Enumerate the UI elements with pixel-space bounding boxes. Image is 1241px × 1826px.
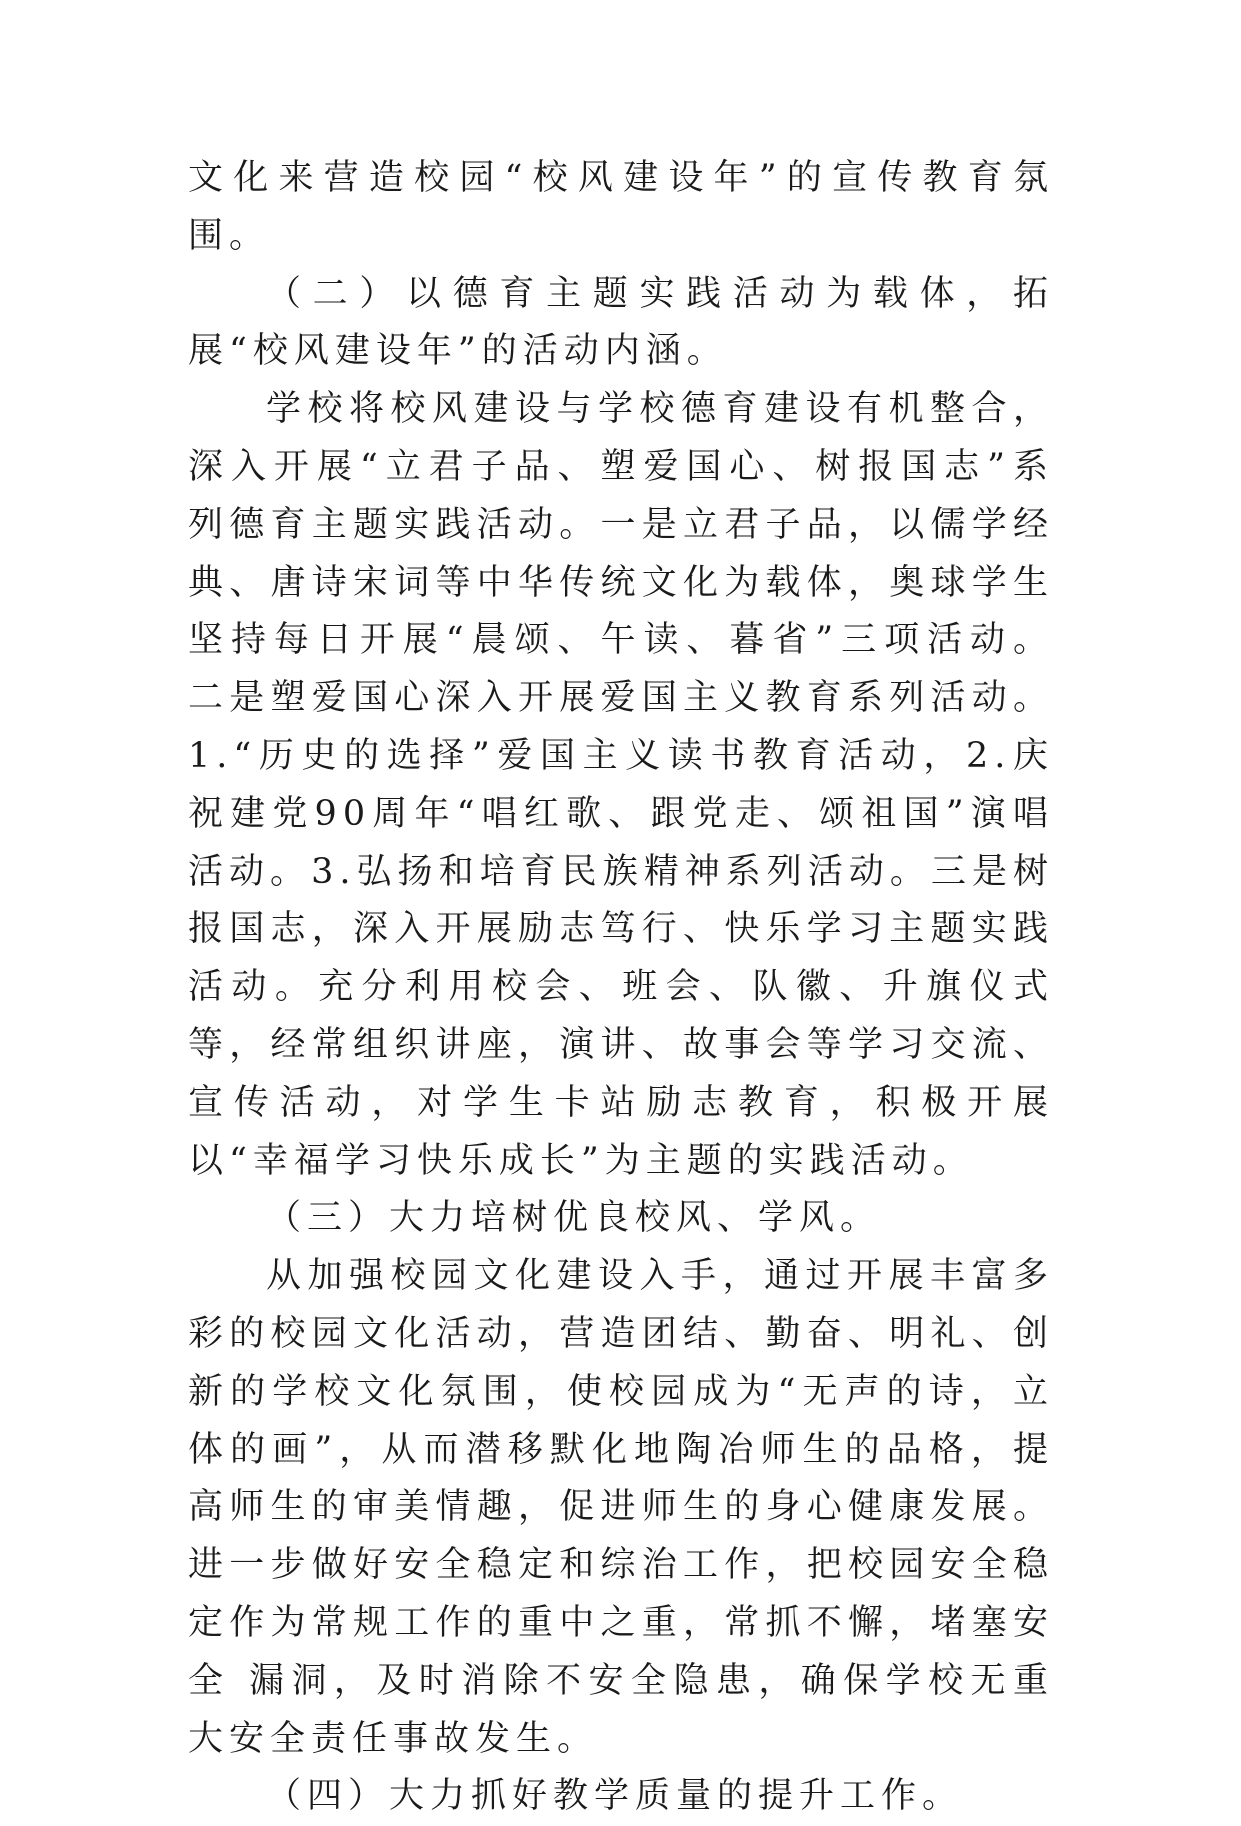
section-heading-2: （二）以德育主题实践活动为载体，拓展“校风建设年”的活动内涵。	[188, 273, 1054, 372]
paragraph-campus-culture: 从加强校园文化建设入手，通过开展丰富多彩的校园文化活动，营造团结、勤奋、明礼、创新的学校文化氛围，使校园成为“无声的诗，立体的画”，从而潜移默化地陶冶师生的品格，提高师生的审美情趣，促进师生的身心健康发展。进一步做好安全稳定和综治工作，把校园安全稳定作为常规工作的重中之重，常抓不懈，堵塞安全 漏洞，及时消除不安全隐患，确保学校无重大安全责任事故发生。	[188, 1256, 1054, 1759]
document-body	[188, 150, 1054, 1826]
section-heading-4: （四）大力抓好教学质量的提升工作。	[266, 1776, 964, 1817]
paragraph-moral-education: 学校将校风建设与学校德育建设有机整合，深入开展“立君子品、塑爱国心、树报国志”系列德育主题实践活动。一是立君子品，以儒学经典、唐诗宋词等中华传统文化为载体，奥球学生坚持每日开展“晨颂、午读、暮省”三项活动。二是塑爱国心深入开展爱国主义教育系列活动。1.“历史的选择”爱国主义读书教育活动，2.庆祝建党90周年“唱红歌、跟党走、颂祖国”演唱活动。3.弘扬和培育民族精神系列活动。三是树报国志，深入开展励志笃行、快乐学习主题实践活动。充分利用校会、班会、队徽、升旗仪式等，经常组织讲座，演讲、故事会等学习交流、宣传活动，对学生卡站励志教育，积极开展以“幸福学习快乐成长”为主题的实践活动。	[188, 389, 1054, 1181]
paragraph-continuation: 文化来营造校园“校风建设年”的宣传教育氛围。	[188, 158, 1054, 256]
section-heading-3: （三）大力培树优良校风、学风。	[266, 1198, 882, 1239]
